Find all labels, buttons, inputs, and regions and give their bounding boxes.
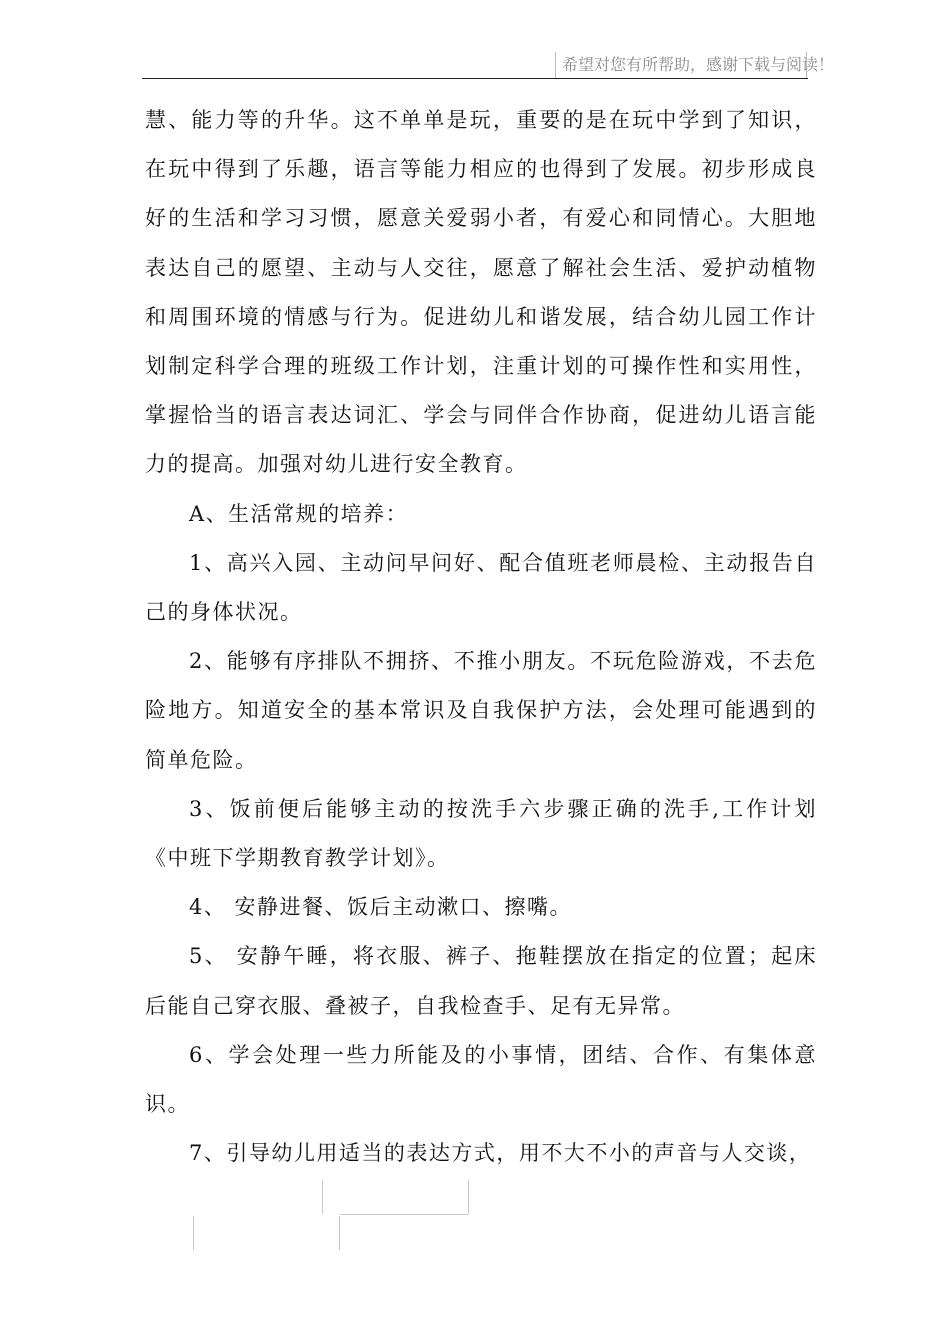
header-divider (142, 78, 808, 79)
list-item: 5、 安静午睡，将衣服、裤子、拖鞋摆放在指定的位置；起床后能自己穿衣服、叠被子，自我检查手、足有无异常。 (145, 944, 817, 1018)
crop-mark-line (193, 1216, 194, 1250)
header-slogan: 希望对您有所帮助，感谢下载与阅读！ (562, 55, 835, 74)
list-item: 7、引导幼儿用适当的表达方式，用不大不小的声音与人交谈， (189, 1141, 812, 1166)
list-item: 6、学会处理一些力所能及的小事情，团结、合作、有集体意识。 (145, 1042, 817, 1117)
section-heading: A、生活常规的培养： (189, 501, 409, 526)
document-body (145, 96, 817, 1178)
list-item: 3、饭前便后能够主动的按洗手六步骤正确的洗手,工作计划《中班下学期教育教学计划》。 (145, 796, 817, 871)
list-item: 4、 安静进餐、饭后主动漱口、擦嘴。 (189, 895, 573, 920)
list-item: 2、能够有序排队不拥挤、不推小朋友。不玩危险游戏，不去危险地方。知道安全的基本常识及自我保护方法，会处理可能遇到的简单危险。 (145, 649, 817, 772)
crop-mark-line (322, 1180, 323, 1214)
crop-mark-line (339, 1216, 340, 1250)
list-item: 1、高兴入园、主动问早问好、配合值班老师晨检、主动报告自己的身体状况。 (145, 550, 817, 625)
crop-mark-line (340, 1214, 468, 1215)
paragraph: 慧、能力等的升华。这不单单是玩，重要的是在玩中学到了知识，在玩中得到了乐趣，语言等能力相应的也得到了发展。初步形成良好的生活和学习习惯，愿意关爱弱小者，有爱心和同情心。大胆地表达自己的愿望、主动与人交往，愿意了解社会生活、爱护动植物和周围环境的情感与行为。促进幼儿和谐发展，结合幼儿园工作计划制定科学合理的班级工作计划，注重计划的可操作性和实用性，掌握恰当的语言表达词汇、学会与同伴合作协商，促进幼儿语言能力的提高。加强对幼儿进行安全教育。 (145, 108, 817, 477)
crop-mark-line (468, 1180, 469, 1214)
